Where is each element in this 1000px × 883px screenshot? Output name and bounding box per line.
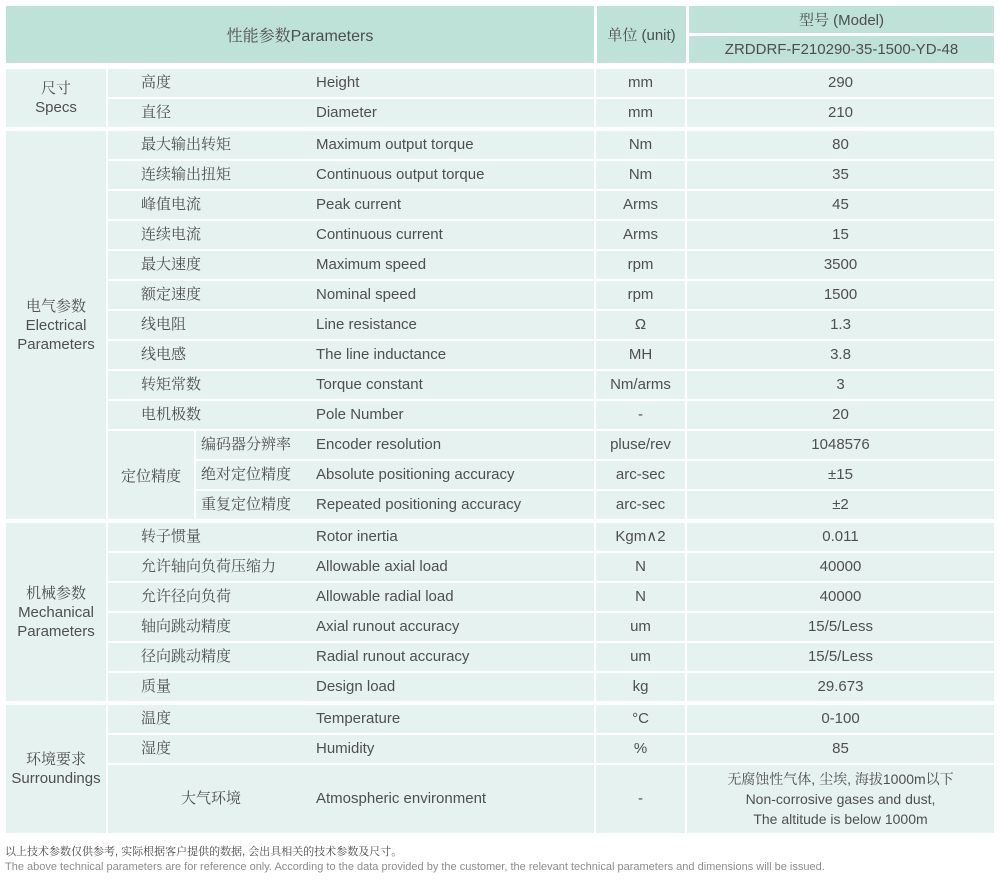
row-unit: N xyxy=(596,553,685,581)
row-label xyxy=(108,131,594,159)
row-label-cn: 绝对定位精度 xyxy=(201,466,292,483)
table-row xyxy=(108,673,994,701)
row-label xyxy=(108,765,594,833)
row-label xyxy=(108,341,594,369)
section-label-electrical xyxy=(6,131,106,519)
section-rows xyxy=(108,69,994,127)
table-row xyxy=(196,431,994,459)
row-label-cn: 转子惯量 xyxy=(141,528,202,545)
row-label-cn: 连续输出扭矩 xyxy=(141,166,232,183)
row-label-cn: 重复定位精度 xyxy=(201,496,292,513)
table-row xyxy=(108,705,994,733)
row-label-cn: 直径 xyxy=(141,104,172,121)
row-label-cn: 大气环境 xyxy=(181,790,242,807)
row-label-en: Atmospheric environment xyxy=(316,790,487,807)
section-rows xyxy=(108,131,994,519)
section-label-line: 环境要求 xyxy=(25,751,86,768)
positioning-accuracy-group xyxy=(108,431,994,519)
section-electrical xyxy=(6,131,994,519)
row-label xyxy=(108,99,594,127)
row-label-cn: 允许径向负荷 xyxy=(141,588,232,605)
row-value: ±2 xyxy=(687,491,994,519)
row-label-cn: 质量 xyxy=(141,678,172,695)
row-label xyxy=(196,461,594,489)
section-label-line: 电气参数 xyxy=(25,297,86,315)
row-value: 3500 xyxy=(687,251,994,279)
row-unit: rpm xyxy=(596,281,685,309)
row-unit: N xyxy=(596,583,685,611)
table-row xyxy=(108,131,994,159)
row-label xyxy=(196,491,594,519)
row-label-en: Allowable radial load xyxy=(316,588,454,605)
row-label-en: Line resistance xyxy=(316,316,417,333)
table-row xyxy=(108,221,994,249)
row-label-cn: 湿度 xyxy=(141,740,172,757)
table-row xyxy=(108,191,994,219)
row-label-cn: 径向跳动精度 xyxy=(141,648,232,665)
row-label-en: Rotor inertia xyxy=(316,528,398,545)
section-label-line: Parameters xyxy=(17,622,95,640)
header-model-label: 型号 (Model) xyxy=(689,6,994,33)
section-rows xyxy=(108,705,994,833)
row-label-cn: 线电阻 xyxy=(141,316,187,333)
table-row xyxy=(108,341,994,369)
row-label-en: Height xyxy=(316,74,360,91)
row-label-en: Radial runout accuracy xyxy=(316,648,470,665)
row-unit: mm xyxy=(596,99,685,127)
row-label-en: Humidity xyxy=(316,740,375,757)
header-model-value: ZRDDRF-F210290-35-1500-YD-48 xyxy=(689,36,994,63)
row-value: 35 xyxy=(687,161,994,189)
table-row xyxy=(108,643,994,671)
row-label xyxy=(108,553,594,581)
row-unit: pluse/rev xyxy=(596,431,685,459)
row-label xyxy=(108,371,594,399)
row-label-en: Diameter xyxy=(316,104,377,121)
section-rows xyxy=(108,523,994,701)
row-value: 1048576 xyxy=(687,431,994,459)
row-label-cn: 允许轴向负荷压缩力 xyxy=(141,558,277,575)
section-label-line: 机械参数 xyxy=(25,584,86,602)
row-label-en: Encoder resolution xyxy=(316,436,442,453)
row-label-en: Continuous output torque xyxy=(316,166,485,183)
row-label xyxy=(108,191,594,219)
table-row xyxy=(196,461,994,489)
section-specs xyxy=(6,69,994,127)
row-label xyxy=(108,401,594,429)
row-label xyxy=(108,281,594,309)
row-label-en: Continuous current xyxy=(316,226,443,243)
row-label-en: Repeated positioning accuracy xyxy=(316,496,522,513)
table-row xyxy=(108,311,994,339)
row-label xyxy=(108,251,594,279)
row-label-en: Maximum speed xyxy=(316,256,427,273)
row-label xyxy=(196,431,594,459)
section-mechanical xyxy=(6,523,994,701)
row-value: 15 xyxy=(687,221,994,249)
row-value: 3 xyxy=(687,371,994,399)
row-unit: °C xyxy=(596,705,685,733)
row-label xyxy=(108,311,594,339)
row-label xyxy=(108,673,594,701)
row-value: 80 xyxy=(687,131,994,159)
positioning-accuracy-rows xyxy=(196,431,994,519)
row-value: 15/5/Less xyxy=(687,613,994,641)
row-value: 0-100 xyxy=(687,705,994,733)
row-label-cn: 转矩常数 xyxy=(141,376,202,393)
row-value: 290 xyxy=(687,69,994,97)
row-label-cn: 编码器分辨率 xyxy=(201,436,292,453)
header-model-column xyxy=(689,6,994,63)
section-label-specs xyxy=(6,69,106,127)
row-label-en: Torque constant xyxy=(316,376,423,393)
row-unit: % xyxy=(596,735,685,763)
row-label-en: Peak current xyxy=(316,196,402,213)
row-unit: MH xyxy=(596,341,685,369)
row-unit: Nm xyxy=(596,131,685,159)
section-label-line: Specs xyxy=(35,99,77,116)
row-label-cn: 轴向跳动精度 xyxy=(141,618,232,635)
table-row xyxy=(108,735,994,763)
row-unit: um xyxy=(596,643,685,671)
row-label-cn: 电机极数 xyxy=(141,406,202,423)
row-label-cn: 连续电流 xyxy=(141,226,202,243)
table-row xyxy=(108,99,994,127)
footnote-zh: 以上技术参数仅供参考, 实际根据客户提供的数据, 会出具相关的技术参数及尺寸。 xyxy=(5,846,403,858)
row-unit: mm xyxy=(596,69,685,97)
row-value: 210 xyxy=(687,99,994,127)
row-label-en: Absolute positioning accuracy xyxy=(316,466,515,483)
row-value: 15/5/Less xyxy=(687,643,994,671)
row-label xyxy=(108,735,594,763)
row-label xyxy=(108,161,594,189)
row-label-cn: 线电感 xyxy=(141,346,187,363)
row-label-cn: 最大速度 xyxy=(141,256,202,273)
table-row xyxy=(108,161,994,189)
section-label-line: Parameters xyxy=(17,335,95,353)
row-value: 20 xyxy=(687,401,994,429)
row-label-en: The line inductance xyxy=(316,346,447,363)
footnote xyxy=(5,845,995,875)
row-unit: - xyxy=(596,765,685,833)
row-label xyxy=(108,705,594,733)
row-unit: arc-sec xyxy=(596,461,685,489)
row-value: 1.3 xyxy=(687,311,994,339)
row-label-cn: 额定速度 xyxy=(141,286,202,303)
row-unit: Nm/arms xyxy=(596,371,685,399)
row-label xyxy=(108,523,594,551)
value-line: 无腐蚀性气体, 尘埃, 海拔1000m以下 xyxy=(727,771,954,787)
row-value: 40000 xyxy=(687,553,994,581)
section-surroundings xyxy=(6,705,994,833)
row-label xyxy=(108,69,594,97)
positioning-accuracy-label: 定位精度 xyxy=(108,431,194,519)
value-line: Non-corrosive gases and dust, xyxy=(745,791,936,807)
row-unit: Kgm∧2 xyxy=(596,523,685,551)
row-label xyxy=(108,613,594,641)
row-label-cn: 高度 xyxy=(141,74,172,91)
row-unit: um xyxy=(596,613,685,641)
table-header xyxy=(6,6,994,63)
row-unit: Ω xyxy=(596,311,685,339)
row-label-en: Pole Number xyxy=(316,406,404,423)
header-parameters: 性能参数Parameters xyxy=(6,6,594,63)
row-unit: rpm xyxy=(596,251,685,279)
header-unit: 单位 (unit) xyxy=(597,6,686,63)
table-row xyxy=(108,281,994,309)
spec-table xyxy=(6,6,994,833)
section-label-mechanical xyxy=(6,523,106,701)
row-unit: Arms xyxy=(596,221,685,249)
row-value: 45 xyxy=(687,191,994,219)
value-line: The altitude is below 1000m xyxy=(753,811,928,827)
row-unit: kg xyxy=(596,673,685,701)
row-unit: arc-sec xyxy=(596,491,685,519)
row-label-en: Design load xyxy=(316,678,396,695)
table-row xyxy=(196,491,994,519)
row-label xyxy=(108,221,594,249)
table-row xyxy=(108,371,994,399)
row-value: 3.8 xyxy=(687,341,994,369)
section-label-line: Electrical xyxy=(25,316,87,334)
footnote-en: The above technical parameters are for reference only. According to the data provided by the customer, the relevant technical parameters and dimensions will be issued. xyxy=(5,861,825,873)
section-label-line: Mechanical xyxy=(18,603,94,621)
row-label-en: Temperature xyxy=(316,710,401,727)
row-label-en: Axial runout accuracy xyxy=(316,618,460,635)
section-label-line: 尺寸 xyxy=(40,80,71,97)
row-value: 40000 xyxy=(687,583,994,611)
section-label-surroundings xyxy=(6,705,106,833)
row-value: 29.673 xyxy=(687,673,994,701)
table-row xyxy=(108,553,994,581)
row-label-cn: 峰值电流 xyxy=(141,196,202,213)
row-unit: - xyxy=(596,401,685,429)
table-row xyxy=(108,583,994,611)
table-row xyxy=(108,613,994,641)
row-value: 0.011 xyxy=(687,523,994,551)
section-label-line: Surroundings xyxy=(11,770,101,787)
table-row xyxy=(108,69,994,97)
row-value: 85 xyxy=(687,735,994,763)
table-row-atmospheric xyxy=(108,765,994,833)
row-value: ±15 xyxy=(687,461,994,489)
table-row xyxy=(108,401,994,429)
row-unit: Arms xyxy=(596,191,685,219)
row-label-en: Maximum output torque xyxy=(316,136,474,153)
row-label xyxy=(108,583,594,611)
table-row xyxy=(108,523,994,551)
row-label-cn: 温度 xyxy=(141,710,172,727)
row-label-cn: 最大输出转矩 xyxy=(141,136,232,153)
row-unit: Nm xyxy=(596,161,685,189)
row-label-en: Nominal speed xyxy=(316,286,417,303)
row-label xyxy=(108,643,594,671)
row-label-en: Allowable axial load xyxy=(316,558,448,575)
row-value xyxy=(687,765,994,833)
row-value: 1500 xyxy=(687,281,994,309)
table-row xyxy=(108,251,994,279)
